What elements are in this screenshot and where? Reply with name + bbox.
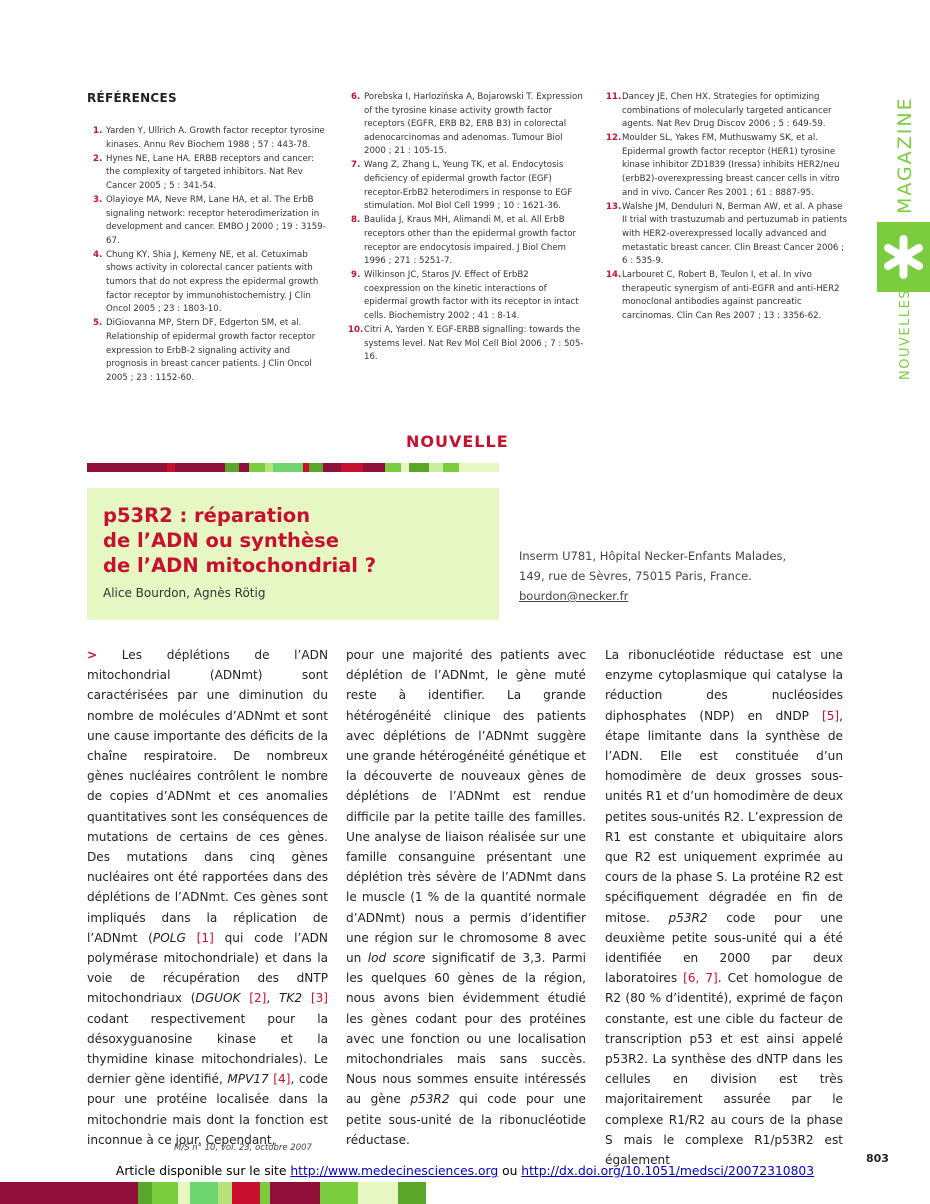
availability-text: Article disponible sur le site xyxy=(115,1164,291,1178)
references-column-2 xyxy=(348,91,586,365)
reference-number: 4. xyxy=(93,249,103,260)
reference-text: Moulder SL, Yakes FM, Muthuswamy SK, et al. Epidermal growth factor receptor (HER1) tyrosine kinase inhibitor ZD1839 (Iressa) inhibits HER2/neu (erbB2)-overexpressing breast cancer cells in vitro and in vivo. Cancer Res 2001 ; 61 : 8887-95. xyxy=(622,133,840,198)
email-link[interactable]: bourdon@necker.fr xyxy=(519,589,629,603)
magazine-side-label xyxy=(894,96,918,214)
gene-name: p53R2 xyxy=(410,1092,450,1107)
body-text: qui code l’ADN polymérase mitochondriale) et dans la voie de récupération des dNTP mitochondriaux ( xyxy=(87,930,328,1006)
references-column-1 xyxy=(93,125,328,386)
body-column-3 xyxy=(605,645,843,1170)
reference-text: DiGiovanna MP, Stern DF, Edgerton SM, et al. Relationship of epidermal growth factor receptor expression to ErbB-2 signaling activity and prognosis in breast cancer patients. J Clin Oncol 2005 ; 23 : 1152-60. xyxy=(106,318,316,383)
reference-number: 2. xyxy=(93,153,103,164)
section-label: NOUVELLE xyxy=(406,432,509,451)
site-link[interactable]: http://www.medecinesciences.org xyxy=(290,1164,499,1178)
references-column-3 xyxy=(606,91,848,324)
reference-item xyxy=(93,249,328,317)
body-text: pour une majorité des patients avec déplétion de l’ADNmt, le gène muté reste à identifier. La grande hétérogénéité clinique des patients avec déplétions de l’ADNmt suggère une grande hétérogénéité génétique et la découverte de nouveaux gènes de déplétions de l’ADNmt est rendue difficile par la petite taille des familles. Une analyse de liaison réalisée sur une famille consanguine présentant une déplétion très sévère de l’ADNmt dans le muscle (1 % de la quantité normale d’ADNmt) nous a permis d’identifier une région sur le chromosome 8 avec un xyxy=(346,648,586,966)
reference-item xyxy=(351,91,586,159)
italic-term: lod score xyxy=(367,951,426,966)
article-authors: Alice Bourdon, Agnès Rötig xyxy=(103,586,266,600)
reference-number: 3. xyxy=(93,194,103,205)
reference-link[interactable]: [3] xyxy=(310,991,328,1006)
reference-link[interactable]: [2] xyxy=(249,991,267,1006)
lead-mark: > xyxy=(87,648,98,662)
journal-citation: M/S n° 10, vol. 23, octobre 2007 xyxy=(174,1143,312,1153)
title-line: p53R2 : réparation xyxy=(103,504,311,527)
reference-number: 14. xyxy=(606,270,622,281)
section-marker xyxy=(877,222,930,292)
body-text: code pour une deuxième petite sous-unité qui a été identifiée en 2000 par deux laboratoires xyxy=(605,910,843,986)
nouvelles-label: NOUVELLES xyxy=(898,288,913,380)
reference-item xyxy=(93,125,328,152)
reference-text: Walshe JM, Denduluri N, Berman AW, et al. A phase II trial with trastuzumab and pertuzumab in patients with HER2-overexpressed locally advanced and metastatic breast cancer. Clin Breast Cancer 2006 ; 6 : 535-9. xyxy=(622,201,848,267)
gene-name: POLG xyxy=(152,930,186,945)
reference-text: Larbouret C, Robert B, Teulon I, et al. In vivo therapeutic synergism of anti-EGFR and anti-HER2 monoclonal antibodies against pancreatic carcinomas. Clin Can Res 2007 ; 13 : 3356-62. xyxy=(622,270,840,321)
article-title-box xyxy=(87,488,499,620)
reference-text: Baulida J, Kraus MH, Alimandi M, et al. All ErbB receptors other than the epidermal growth factor receptor are endocytosis impaired. J Biol Chem 1996 ; 271 : 5251-7. xyxy=(364,215,577,267)
reference-text: Dancey JE, Chen HX. Strategies for optimizing combinations of molecularly targeted anticancer agents. Nat Rev Drug Discov 2006 ; 5 : 649-59. xyxy=(622,92,832,130)
page-number: 803 xyxy=(866,1152,889,1165)
reference-item xyxy=(351,269,586,323)
reference-item xyxy=(93,153,328,194)
body-column-2 xyxy=(346,645,586,1150)
reference-text: Porebska I, Harlozińska A, Bojarowski T. Expression of the tyrosine kinase activity growth factor receptors (EGFR, ERB B2, ERB B3) in colorectal adenocarcinomas and adenomas. Tumour Biol 2000 ; 21 : 105-15. xyxy=(364,92,583,157)
reference-item xyxy=(93,317,328,385)
gene-name: p53R2 xyxy=(668,910,708,925)
affiliation-line: Inserm U781, Hôpital Necker-Enfants Malades, xyxy=(519,549,787,563)
reference-item xyxy=(351,159,586,213)
reference-text: Citri A, Yarden Y. EGF-ERBB signalling: towards the systems level. Nat Rev Mol Cell Biol 2006 ; 7 : 505-16. xyxy=(364,325,584,363)
title-line: de l’ADN mitochondrial ? xyxy=(103,554,377,577)
gene-name: DGUOK xyxy=(195,991,241,1006)
body-text: , code pour une protéine localisée dans la mitochondrie mais dont la fonction est inconnue à ce jour. Cependant, xyxy=(87,1072,328,1147)
magazine-label: MAGAZINE xyxy=(894,96,916,214)
affiliation-line: 149, rue de Sèvres, 75015 Paris, France. xyxy=(519,569,752,583)
gene-name: MPV17 xyxy=(227,1072,269,1087)
reference-number: 10. xyxy=(348,325,364,336)
reference-text: Wang Z, Zhang L, Yeung TK, et al. Endocytosis deficiency of epidermal growth factor (EGF) receptor-ErbB2 heterodimers in response to EGF stimulation. Mol Biol Cell 1999 ; 10 : 1621-36. xyxy=(364,160,573,212)
reference-link[interactable]: [6, 7] xyxy=(683,971,718,986)
reference-item xyxy=(606,269,848,323)
title-line: de l’ADN ou synthèse xyxy=(103,529,339,552)
body-text: La ribonucléotide réductase est une enzyme cytoplasmique qui catalyse la réduction des nucléosides diphosphates (NDP) en dNDP xyxy=(605,648,843,723)
affiliation xyxy=(519,546,786,606)
reference-text: Yarden Y, Ullrich A. Growth factor receptor tyrosine kinases. Annu Rev Biochem 1988 ; 57 : 443-78. xyxy=(106,126,325,150)
reference-item xyxy=(606,201,848,269)
reference-item xyxy=(351,214,586,268)
asterisk-icon xyxy=(877,222,930,292)
reference-link[interactable]: [1] xyxy=(196,930,214,945)
reference-item xyxy=(348,324,586,365)
reference-number: 12. xyxy=(606,133,622,144)
reference-number: 5. xyxy=(93,318,103,329)
reference-link[interactable]: [5] xyxy=(822,708,840,723)
availability-notice xyxy=(0,1164,930,1178)
references-heading: RÉFÉRENCES xyxy=(87,91,177,105)
reference-number: 6. xyxy=(351,92,361,102)
reference-number: 9. xyxy=(351,270,361,281)
body-text: , étape limitante dans la synthèse de l’ADN. Elle est constituée d’un homodimère de deux grosses sous-unités R1 et d’un homodimère de deux petites sous-unités R2. L’expression de R1 est constante et ubiquitaire alors que R2 est uniquement exprimée au cours de la phase S. La protéine R2 est spécifiquement dégradée en fin de mitose. xyxy=(605,708,843,925)
reference-number: 8. xyxy=(351,215,361,226)
reference-item xyxy=(606,91,848,132)
reference-text: Hynes NE, Lane HA. ERBB receptors and cancer: the complexity of targeted inhibitors. Nat Rev Cancer 2005 ; 5 : 341-54. xyxy=(106,153,315,191)
doi-link[interactable]: http://dx.doi.org/10.1051/medsci/20072310803 xyxy=(521,1164,815,1178)
decorative-color-bar xyxy=(87,463,499,472)
reference-number: 11. xyxy=(606,92,622,102)
reference-number: 7. xyxy=(351,160,361,171)
reference-text: Chung KY, Shia J, Kemeny NE, et al. Cetuximab shows activity in colorectal cancer patients with tumors that do not express the epidermal growth factor receptor by immunohistochemistry. J Clin Oncol 2005 ; 23 : 1803-10. xyxy=(106,249,319,315)
reference-link[interactable]: [4] xyxy=(273,1072,291,1087)
bottom-color-bar xyxy=(0,1182,930,1204)
nouvelles-side-label xyxy=(898,288,918,380)
body-text: qui code pour une petite sous-unité de la ribonucléotide réductase. xyxy=(346,1092,586,1147)
article-title xyxy=(103,503,376,578)
reference-number: 13. xyxy=(606,201,622,212)
body-text: , xyxy=(266,991,280,1006)
body-text: significatif de 3,3. Parmi les quelques 60 gènes de la région, nous avons bien évidemment étudié les gènes codant pour des protéines avec une fonction ou une localisation mitochondriales mais sans succès. Nous nous sommes ensuite intéressés au gène xyxy=(346,951,586,1107)
reference-item xyxy=(93,194,328,248)
gene-name: TK2 xyxy=(279,991,303,1006)
reference-text: Wilkinson JC, Staros JV. Effect of ErbB2 coexpression on the kinetic interactions of epidermal growth factor with its receptor in intact cells. Biochemistry 2002 ; 41 : 8-14. xyxy=(364,270,579,321)
or-text: ou xyxy=(498,1164,522,1178)
body-text: . Cet homologue de R2 (80 % d’identité), exprimé de façon constante, est une cible du facteur de transcription p53 et est ainsi appelé p53R2. La synthèse des dNTP dans les cellules en division est très majoritairement assurée par le complexe R1/R2 au cours de la phase S mais le complexe R1/p53R2 est également xyxy=(605,971,843,1168)
body-column-1 xyxy=(87,645,328,1150)
body-text: codant respectivement pour la désoxyguanosine kinase et la thymidine kinase mitochondriales). Le dernier gène identifié, xyxy=(87,1011,328,1087)
reference-text: Olayioye MA, Neve RM, Lane HA, et al. The ErbB signaling network: receptor heterodimerization in development and cancer. EMBO J 2000 ; 19 : 3159-67. xyxy=(106,194,326,246)
reference-number: 1. xyxy=(93,126,103,136)
body-text: Les déplétions de l’ADN mitochondrial (ADNmt) sont caractérisées par une diminution du nombre de molécules d’ADNmt et sont une cause importante des déficits de la chaîne respiratoire. De nombreux gènes nucléaires contrôlent le nombre de copies d’ADNmt et ces anomalies quantitatives sont les conséquences de mutations de certains de ces gènes. Des mutations dans cinq gènes nucléaires ont été rapportées dans des déplétions de l’ADNmt. Ces gènes sont impliqués dans la réplication de l’ADNmt ( xyxy=(87,648,328,945)
reference-item xyxy=(606,132,848,200)
